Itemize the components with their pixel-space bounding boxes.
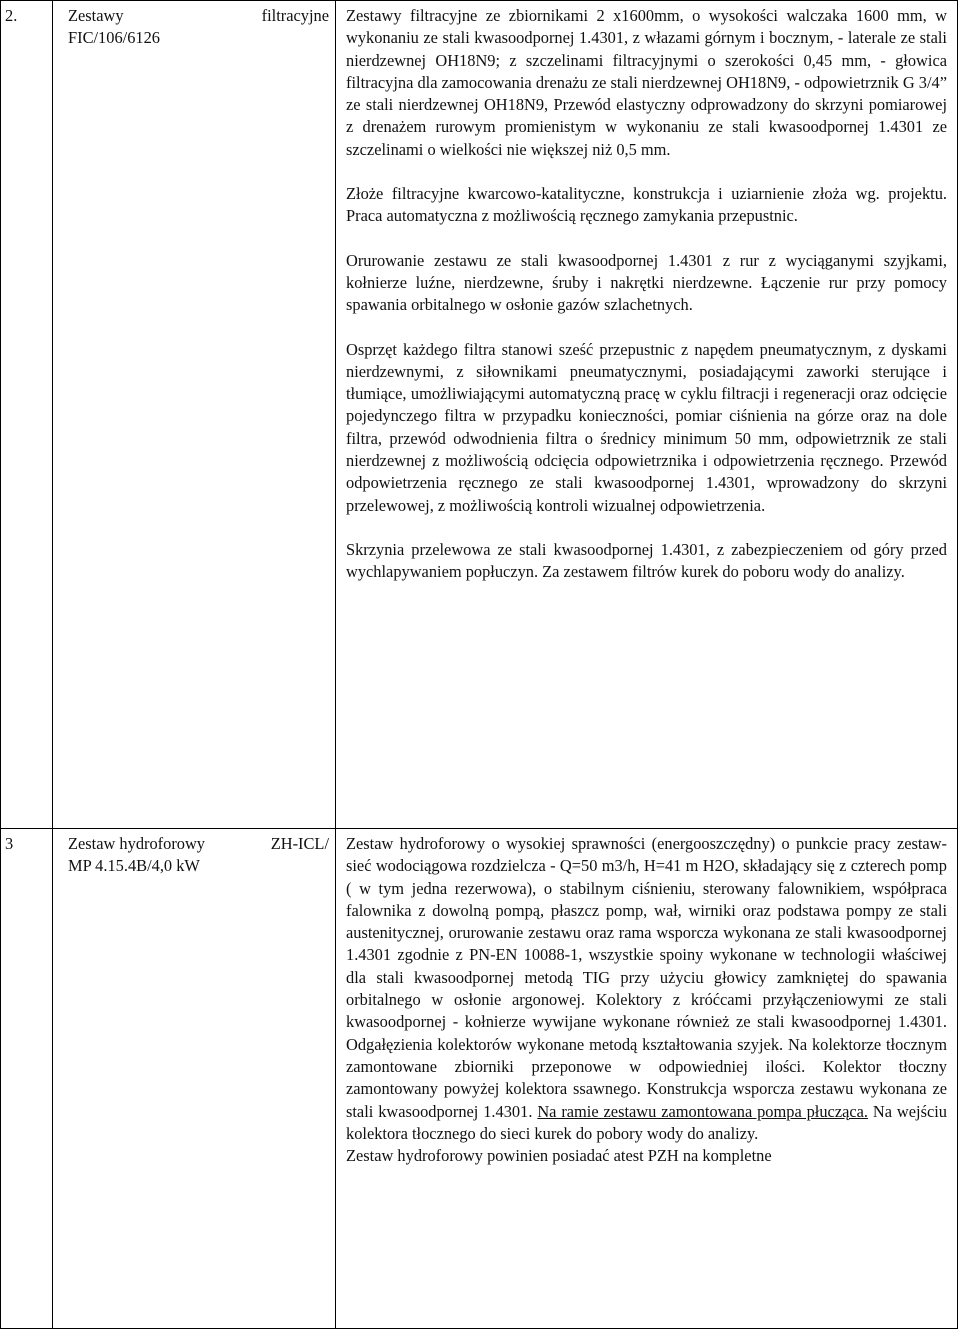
row-number-cell [1, 829, 53, 1329]
underlined-text: Na ramie zestawu zamontowana pompa płucząca. [537, 1101, 869, 1121]
item-name-cell [53, 829, 336, 1329]
description-paragraph: Zestaw hydroforowy powinien posiadać atest PZH na kompletne [346, 1146, 772, 1166]
description-paragraph: Zestawy filtracyjne ze zbiornikami 2 x1600mm, o wysokości walczaka 1600 mm, w wykonaniu ze stali kwasoodpornej 1.4301, z włazami górnym i bocznym, - laterale ze stali nierdzewnej OH18N9; z szczelinami filtracyjnymi o szerokości 0,45 mm, - głowica filtracyjna dla zamocowania drenażu ze stali nierdzewnej OH18N9, - odpowietrznik G 3/4” ze stali nierdzewnej OH18N9, Przewód elastyczny odprowadzony do skrzyni pomiarowej z drenażem rurowym promienistym w wykonaniu ze stali kwasoodpornej 1.4301 ze szczelinami o wielkości nie większej niż 0,5 mm. [346, 6, 947, 159]
description-paragraph: Osprzęt każdego filtra stanowi sześć przepustnic z napędem pneumatycznym, z dyskami nierdzewnymi, z siłownikami pneumatycznymi, posiadającymi zaworki sterujące i tłumiące, umożliwiającymi automatyczną pracę w cyklu filtracji i regeneracji oraz odcięcie pojedynczego filtra w przypadku konieczności, pomiar ciśnienia na górze oraz na dole filtra, przewód odwodnienia filtra o średnicy minimum 50 mm, odpowietrznik ze stali nierdzewnej z możliwością odcięcia odpowietrznika i odpowietrzenia ręcznego. Przewód odpowietrzenia ręcznego ze stali kwasoodpornej 1.4301, wprowadzony do skrzyni przelewowej, z możliwością kontroli wizualnej odpowietrzenia. [346, 339, 947, 515]
item-name-cell [53, 1, 336, 829]
description-paragraph: Złoże filtracyjne kwarcowo-katalityczne, konstrukcja i uziarnienie złoża wg. projektu. Praca automatyczna z możliwością ręcznego zamykania przepustnic. [346, 184, 947, 226]
description-text: Na wejściu kolektora tłocznego do sieci kurek do pobory wody do analizy. [346, 1101, 947, 1143]
item-code: FIC/106/6126 [68, 28, 160, 48]
row-number: 3 [5, 834, 14, 853]
row-number-cell [1, 1, 53, 829]
description-cell [336, 1, 958, 829]
row-number: 2. [5, 6, 18, 25]
item-name-part: Zestawy [68, 6, 124, 25]
item-name-line [68, 833, 329, 855]
description-text: Zestaw hydroforowy o wysokiej sprawności (energooszczędny) o punkcie pracy zestaw-sieć wodociągowa rozdzielcza - Q=50 m3/h, H=41 m H2O, składający się z czterech pomp ( w tym jedna rezerwowa), o stabilnym ciśnieniu, sterowany falownikiem, współpraca falownika z dowolną pompą, płaszcz pomp, wał, wirniki oraz podstawa pompy ze stali austenitycznej, orurowanie zestawu oraz rama wsporcza wykonana ze stali kwasoodpornej 1.4301 zgodnie z PN-EN 10088-1, wszystkie spoiny wykonane w technologii właściwej dla stali kwasoodpornej metodą TIG przy użyciu głowicy zamkniętej do spawania orbitalnego w osłonie argonowej. Kolektory z króćcami przyłączeniowymi ze stali kwasoodpornej - kołnierze wywijane wykonane również ze stali kwasoodpornej 1.4301. Odgałęzienia kolektorów wykonane metodą kształtowania szyjek. Na kolektorze tłocznym zamontowane zbiorniki przeponowe w odpowiedniej ilości. Kolektor tłoczny zamontowany powyżej kolektora ssawnego. Konstrukcja wsporcza zestawu wykonana ze stali kwasoodpornej 1.4301. [346, 834, 947, 1121]
description-paragraph: Orurowanie zestawu ze stali kwasoodpornej 1.4301 z rur z wyciąganymi szyjkami, kołnierze luźne, nierdzewne, śruby i nakrętki nierdzewne. Łączenie rur przy pomocy spawania orbitalnego w osłonie gazów szlachetnych. [346, 250, 947, 315]
item-name-part: Zestaw hydroforowy [68, 834, 206, 853]
description-cell [336, 829, 958, 1329]
item-code: MP 4.15.4B/4,0 kW [68, 856, 200, 876]
table-row [1, 1, 958, 829]
item-name-part: filtracyjne [261, 6, 329, 25]
table-row [1, 829, 958, 1329]
description-paragraph [346, 833, 947, 1145]
description-paragraph: Skrzynia przelewowa ze stali kwasoodpornej 1.4301, z zabezpieczeniem od góry przed wychlapywaniem popłuczyn. Za zestawem filtrów kurek do poboru wody do analizy. [346, 539, 947, 582]
item-name-part: ZH-ICL/ [270, 834, 329, 853]
item-name-line [68, 5, 329, 27]
